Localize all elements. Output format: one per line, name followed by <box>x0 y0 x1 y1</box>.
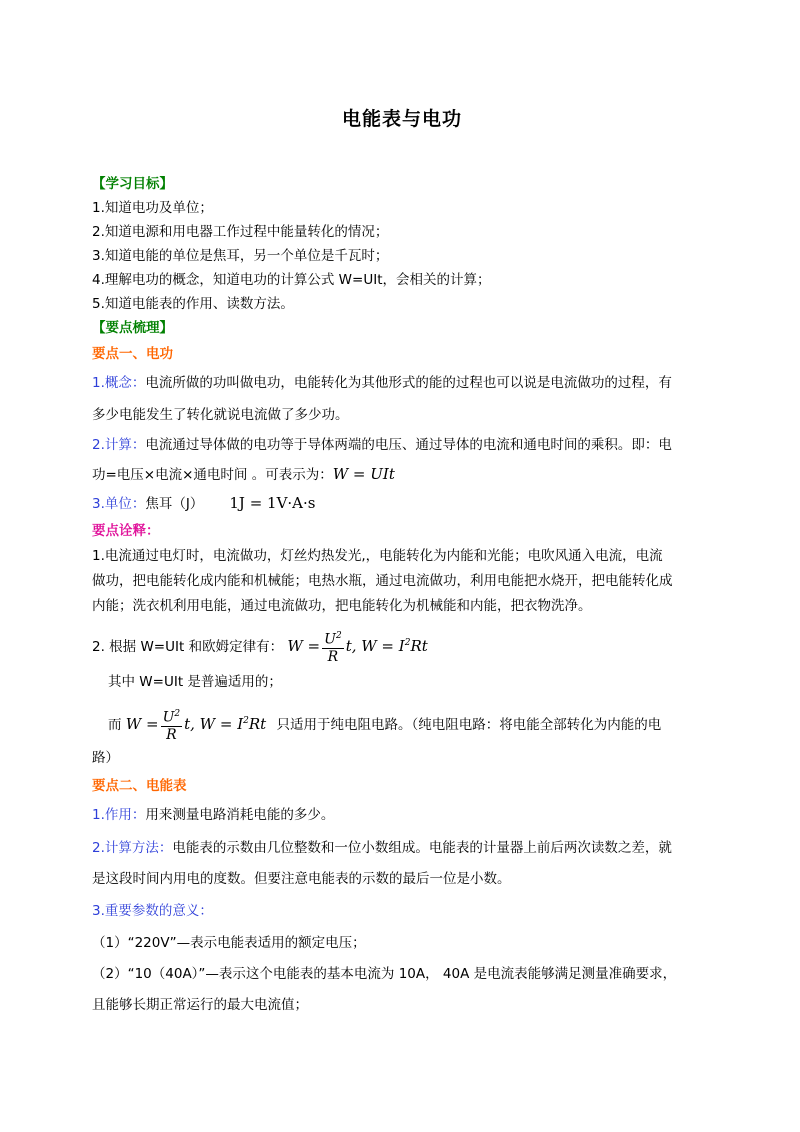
pure-resistance-formula: W = $\frac{U^2}{R}$ t, $W = I^2Rt$ <box>126 715 266 733</box>
params-label: 3.重要参数的意义： <box>92 903 213 919</box>
use-text: 用来测量电路消耗电能的多少。 <box>145 807 335 823</box>
ohm-formula: W = $\frac{U^2}{R}$ t, $W = I^2Rt$ <box>287 637 427 655</box>
point2-heading: 要点二、电能表 <box>92 778 187 794</box>
note2-general: 其中 W=UIt 是普遍适用的； <box>108 674 282 690</box>
calc-text-cont: 功=电压×电流×通电时间 。可表示为： <box>92 467 333 483</box>
calc-label: 2.计算： <box>92 437 146 453</box>
note2-text: 2. 根据 W=UIt 和欧姆定律有： <box>92 639 284 655</box>
goal-item: 4.理解电功的概念，知道电功的计算公式 W=UIt，会相关的计算； <box>92 272 491 288</box>
concept-label: 1.概念： <box>92 375 146 391</box>
note2-prefix: 而 <box>108 717 122 733</box>
use-paragraph <box>92 805 334 825</box>
goal-item: 1.知道电功及单位； <box>92 200 213 216</box>
note2-line <box>92 626 428 666</box>
method-paragraph <box>92 838 672 858</box>
concept-text-cont: 多少电能发生了转化就说电流做了多少功。 <box>92 407 349 423</box>
goal-item: 3.知道电能的单位是焦耳，另一个单位是千瓦时； <box>92 248 389 264</box>
notes-heading: 要点诠释： <box>92 523 160 539</box>
note2-tail: 路） <box>92 750 119 766</box>
concept-text: 电流所做的功叫做电功，电能转化为其他形式的能的过程也可以说是电流做功的过程，有 <box>145 375 672 391</box>
note2-restricted-line <box>108 703 661 744</box>
summary-heading: 【要点梳理】 <box>92 320 173 336</box>
unit-formula: 1J = 1V·A·s <box>229 494 316 512</box>
method-text: 电能表的示数由几位整数和一位小数组成。电能表的计量器上前后两次读数之差，就 <box>172 840 672 856</box>
calc-text: 电流通过导体做的电功等于导体两端的电压、通过导体的电流和通电时间的乘积。即：电 <box>145 437 672 453</box>
param-item: （2）“10（40A）”—表示这个电能表的基本电流为 10A， 40A 是电流表能够满足测量准确要求， <box>92 966 677 982</box>
method-label: 2.计算方法： <box>92 840 173 856</box>
note1-line: 内能；洗衣机利用电能，通过电流做功，把电能转化为机械能和内能，把衣物洗净。 <box>92 598 592 614</box>
goal-item: 5.知道电能表的作用、读数方法。 <box>92 296 294 312</box>
use-label: 1.作用： <box>92 807 146 823</box>
param-item-cont: 且能够长期正常运行的最大电流值； <box>92 997 308 1013</box>
note1-line: 1.电流通过电灯时，电流做功，灯丝灼热发光,，电能转化为内能和光能；电吹风通入电流，电流 <box>92 548 663 564</box>
page-title: 电能表与电功 <box>341 108 462 130</box>
goals-heading: 【学习目标】 <box>92 176 173 192</box>
note2-suffix: 只适用于纯电阻电路。（纯电阻电路：将电能全部转化为内能的电 <box>276 717 662 733</box>
calc-text-line2 <box>92 464 395 485</box>
calc-paragraph <box>92 435 672 455</box>
method-text-cont: 是这段时间内用电的度数。但要注意电能表的示数的最后一位是小数。 <box>92 871 511 887</box>
point1-heading: 要点一、电功 <box>92 346 173 362</box>
note1-line: 做功，把电能转化成内能和机械能；电热水瓶，通过电流做功，利用电能把水烧开，把电能转化成 <box>92 573 673 589</box>
calc-formula: W = UIt <box>332 465 395 483</box>
unit-text: 焦耳（J） <box>145 496 204 512</box>
param-item: （1）“220V”—表示电能表适用的额定电压； <box>92 935 366 951</box>
concept-paragraph <box>92 373 672 393</box>
unit-label: 3.单位： <box>92 496 146 512</box>
goal-item: 2.知道电源和用电器工作过程中能量转化的情况； <box>92 224 389 240</box>
unit-paragraph <box>92 493 315 514</box>
